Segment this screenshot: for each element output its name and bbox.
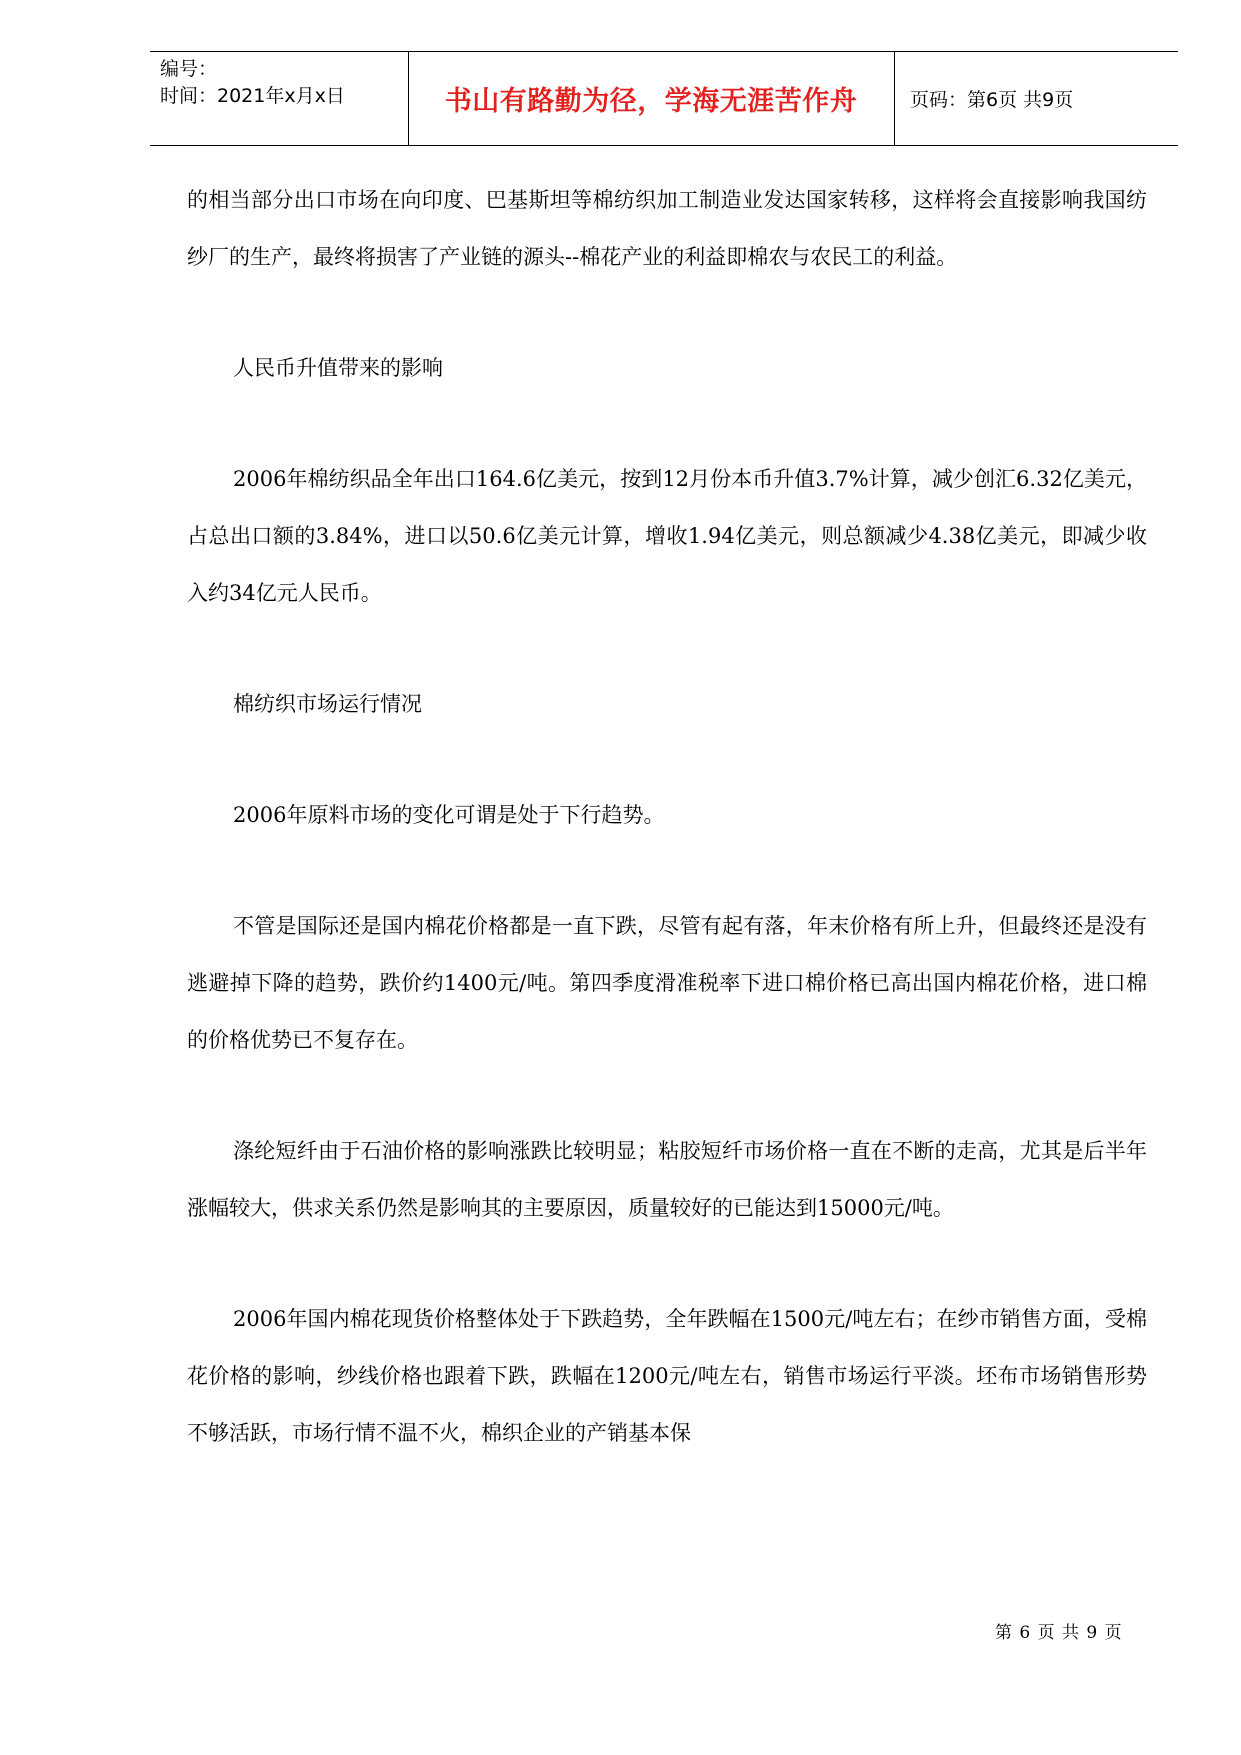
paragraph-raw-material-trend: 2006年原料市场的变化可谓是处于下行趋势。 [233, 803, 665, 827]
section-heading-market-operation: 棉纺织市场运行情况 [233, 692, 422, 716]
paragraph-polyester-viscose: 涤纶短纤由于石油价格的影响涨跌比较明显；粘胶短纤市场价格一直在不断的走高，尤其是后半年涨幅较大，供求关系仍然是影响其的主要原因，质量较好的已能达到15000元/吨。 [187, 1139, 1147, 1220]
header-motto: 书山有路勤为径，学海无涯苦作舟 [444, 86, 858, 117]
date-label: 时间：2021年x月x日 [160, 85, 345, 107]
page-footer: 第 6 页 共 9 页 [995, 1623, 1123, 1643]
section-heading-rmb-appreciation: 人民币升值带来的影响 [233, 356, 443, 380]
paragraph-continuation: 的相当部分出口市场在向印度、巴基斯坦等棉纺织加工制造业发达国家转移，这样将会直接影响我国纺纱厂的生产，最终将损害了产业链的源头--棉花产业的利益即棉农与农民工的利益。 [187, 188, 1147, 269]
header-meta [160, 56, 345, 110]
paragraph-spot-price: 2006年国内棉花现货价格整体处于下跌趋势，全年跌幅在1500元/吨左右；在纱市销售方面，受棉花价格的影响，纱线价格也跟着下跌，跌幅在1200元/吨左右，销售市场运行平淡。坯布市场销售形势不够活跃，市场行情不温不火，棉织企业的产销基本保 [187, 1307, 1147, 1445]
header-divider-right [894, 52, 895, 145]
paragraph-spacer [187, 844, 1147, 898]
header-page-code: 页码：第6页 共9页 [910, 89, 1074, 111]
paragraph-spacer [187, 622, 1147, 676]
paragraph-export-impact: 2006年棉纺织品全年出口164.6亿美元，按到12月份本币升值3.7%计算，减少创汇6.32亿美元，占总出口额的3.84%，进口以50.6亿美元计算，增收1.94亿美元，则总额减少4.38亿美元，即减少收入约34亿元人民币。 [187, 467, 1147, 605]
paragraph-spacer [187, 286, 1147, 340]
page-header [150, 51, 1178, 146]
document-body [187, 172, 1147, 1462]
paragraph-cotton-price: 不管是国际还是国内棉花价格都是一直下跌，尽管有起有落，年末价格有所上升，但最终还是没有逃避掉下降的趋势，跌价约1400元/吨。第四季度滑准税率下进口棉价格已高出国内棉花价格，进口棉的价格优势已不复存在。 [187, 914, 1147, 1052]
paragraph-spacer [187, 397, 1147, 451]
paragraph-spacer [187, 1069, 1147, 1123]
paragraph-spacer [187, 733, 1147, 787]
serial-number-label: 编号： [160, 58, 218, 80]
paragraph-spacer [187, 1237, 1147, 1291]
